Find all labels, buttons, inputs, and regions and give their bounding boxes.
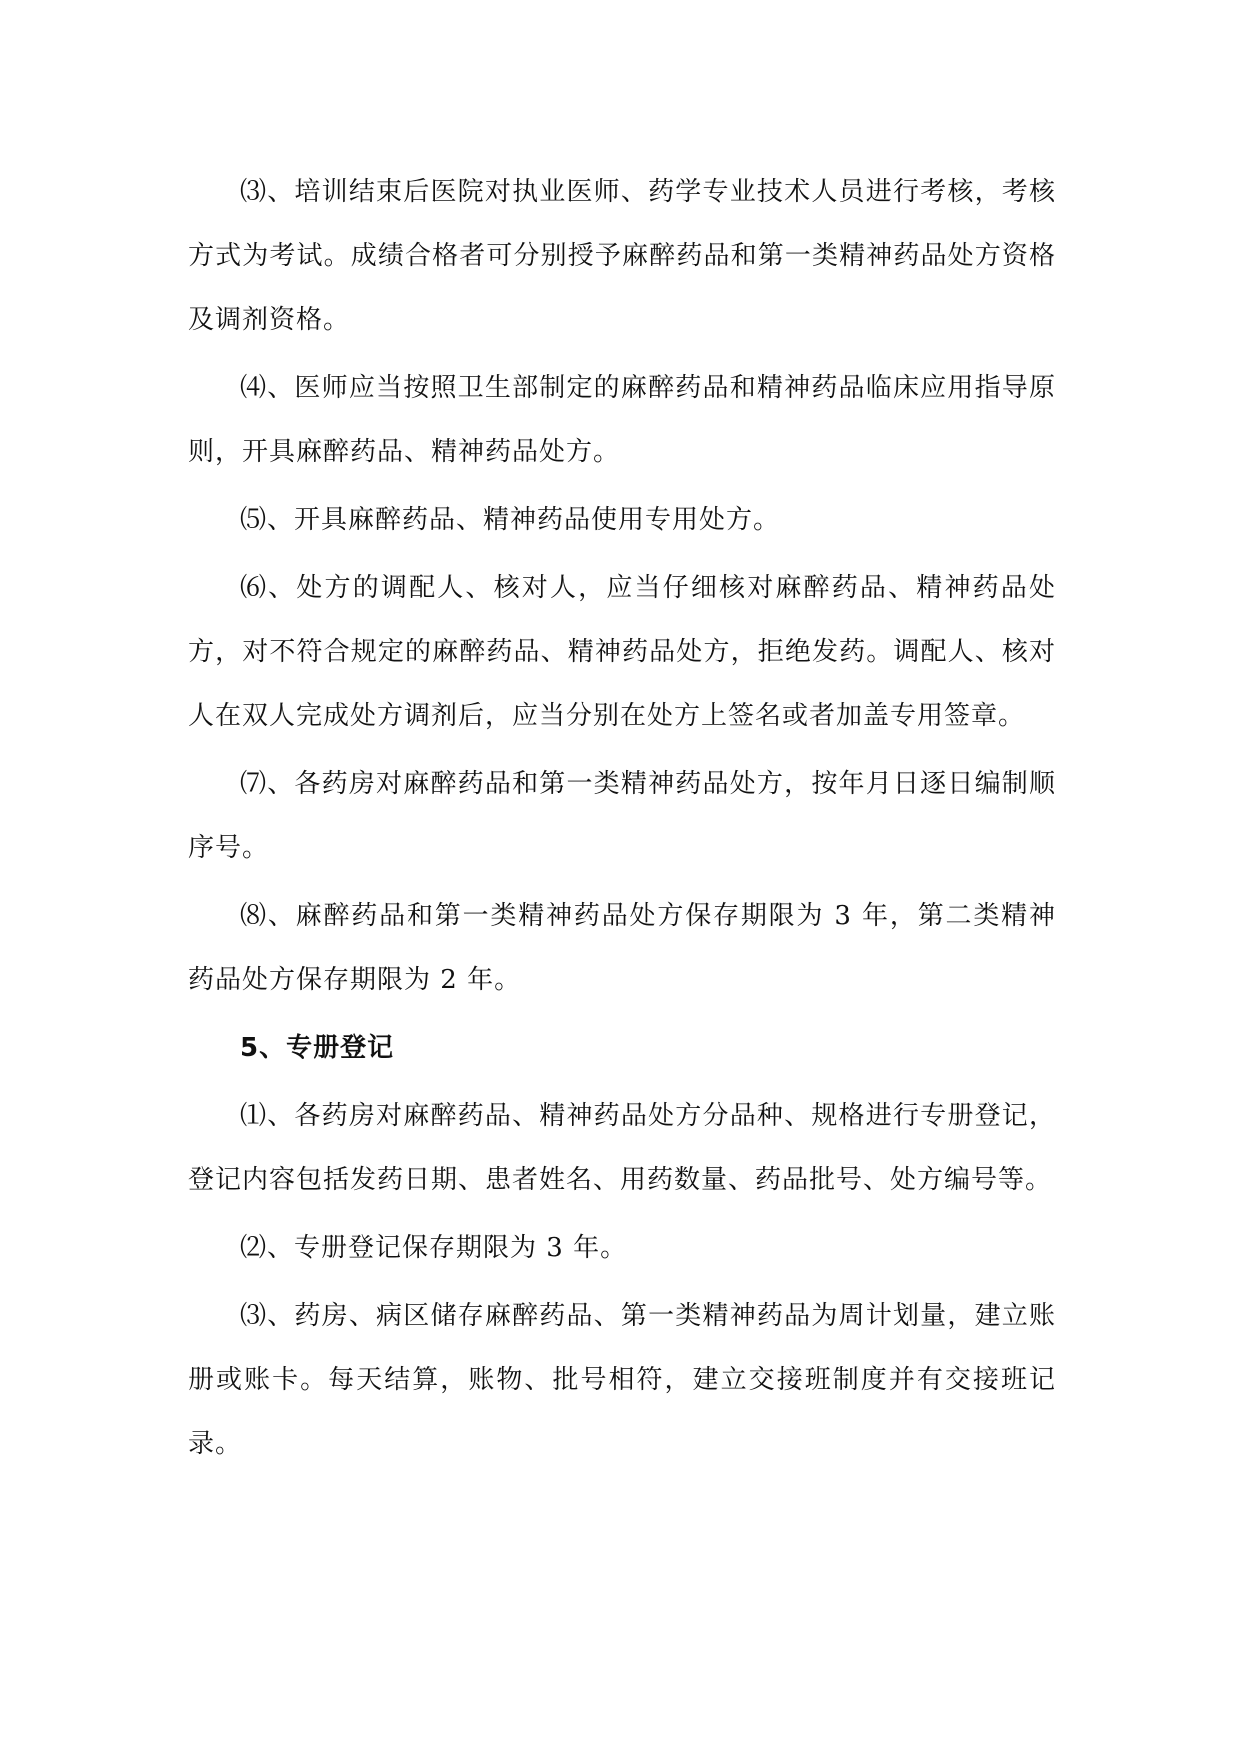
paragraph-1-registration: ⑴、各药房对麻醉药品、精神药品处方分品种、规格进行专册登记，登记内容包括发药日期、患者姓名、用药数量、药品批号、处方编号等。 xyxy=(188,1101,1056,1195)
paragraph-7-serial-numbering: ⑺、各药房对麻醉药品和第一类精神药品处方，按年月日逐日编制顺序号。 xyxy=(188,769,1056,863)
paragraph-3-assessment: ⑶、培训结束后医院对执业医师、药学专业技术人员进行考核，考核方式为考试。成绩合格者可分别授予麻醉药品和第一类精神药品处方资格及调剂资格。 xyxy=(188,177,1056,335)
paragraph-5-special-prescription: ⑸、开具麻醉药品、精神药品使用专用处方。 xyxy=(240,505,781,535)
paragraph-2-registration-retention: ⑵、专册登记保存期限为 3 年。 xyxy=(240,1233,628,1263)
paragraph-8-retention-period: ⑻、麻醉药品和第一类精神药品处方保存期限为 3 年，第二类精神药品处方保存期限为 2 年。 xyxy=(188,901,1056,995)
paragraph-6-dispensing-check: ⑹、处方的调配人、核对人，应当仔细核对麻醉药品、精神药品处方，对不符合规定的麻醉药品、精神药品处方，拒绝发药。调配人、核对人在双人完成处方调剂后，应当分别在处方上签名或者加盖专用签章。 xyxy=(188,573,1056,731)
document-body xyxy=(188,160,1056,1480)
section-heading-registration: 5、专册登记 xyxy=(240,1033,395,1063)
paragraph-3-storage-ledger: ⑶、药房、病区储存麻醉药品、第一类精神药品为周计划量，建立账册或账卡。每天结算，账物、批号相符，建立交接班制度并有交接班记录。 xyxy=(188,1301,1056,1459)
paragraph-4-guidelines: ⑷、医师应当按照卫生部制定的麻醉药品和精神药品临床应用指导原则，开具麻醉药品、精神药品处方。 xyxy=(188,373,1056,467)
